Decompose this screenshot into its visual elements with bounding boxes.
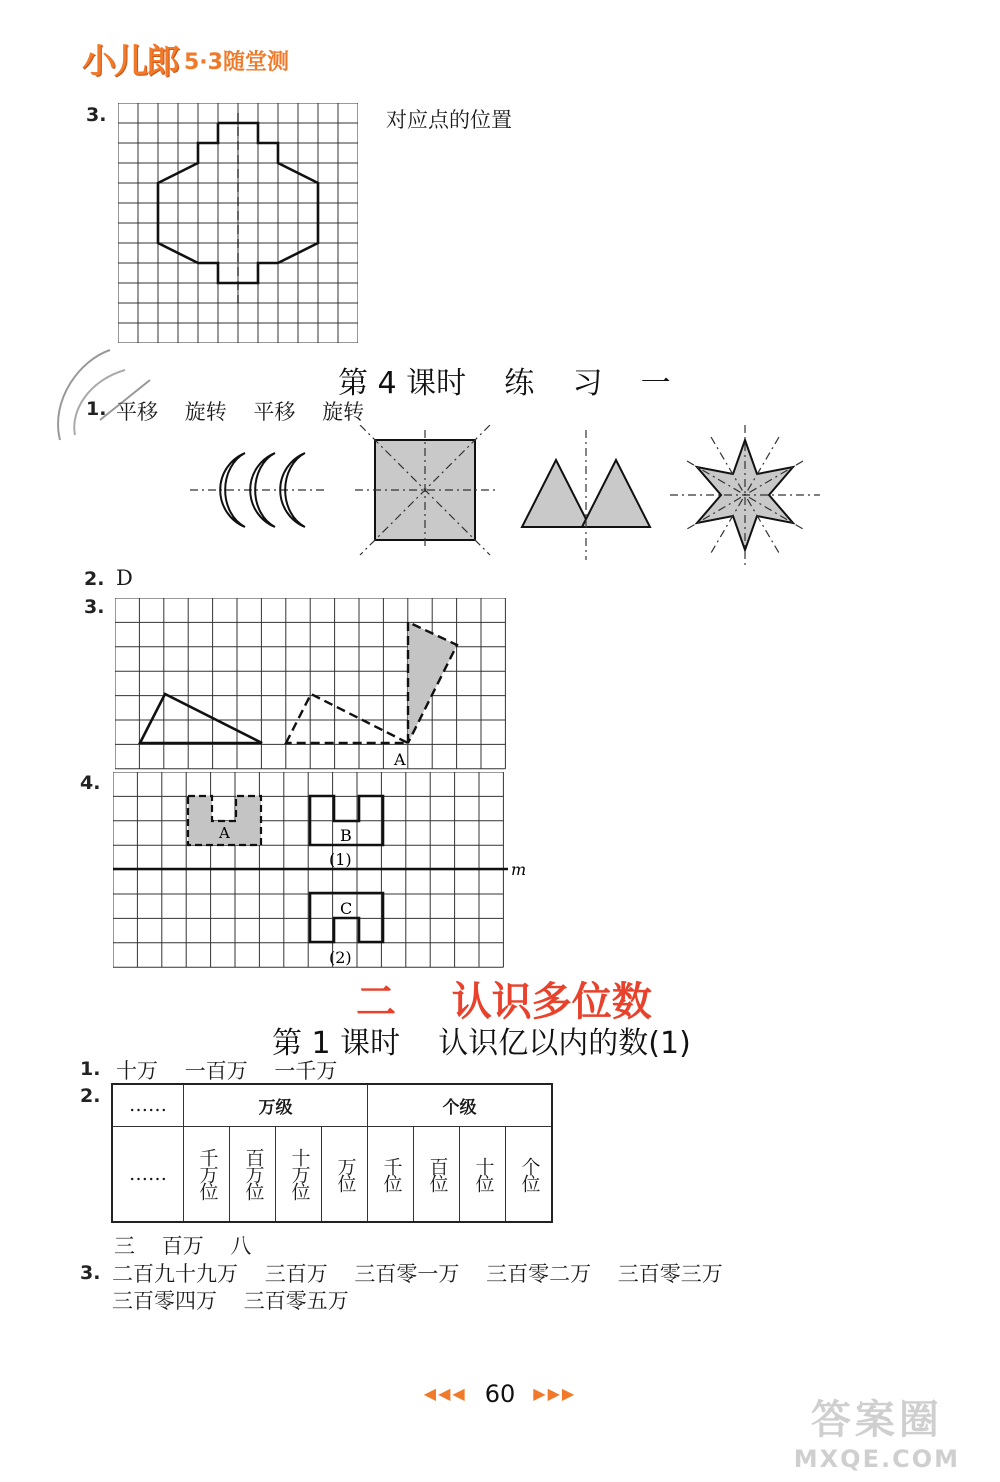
axis-m-label: m <box>511 860 527 879</box>
u2-q3-number: 3. <box>80 1262 101 1284</box>
col-shi: 十位 <box>472 1156 495 1191</box>
l4-q2-number: 2. <box>84 568 105 590</box>
two-triangles-figure <box>522 430 650 560</box>
mark-1: (1) <box>329 850 352 869</box>
place-value-table <box>111 1083 553 1223</box>
col-qian: 千位 <box>380 1156 403 1191</box>
figure-c-label: C <box>340 899 353 918</box>
point-a-label: A <box>394 750 406 769</box>
q-top-number: 3. <box>86 104 107 126</box>
watermark <box>794 1388 960 1473</box>
dots-cell: …… <box>112 1084 184 1126</box>
watermark-text: 答案圈 <box>810 1397 943 1443</box>
mark-2: (2) <box>329 948 352 967</box>
l4-q4-number: 4. <box>80 772 101 794</box>
u2-q1-number: 1. <box>80 1058 101 1080</box>
brand-logo: 小儿郎 <box>82 42 178 82</box>
symmetry-figures <box>180 425 840 575</box>
figure-b-label: B <box>340 826 352 845</box>
rotation-grid-figure <box>115 598 515 773</box>
arrows-right-icon: ▶▶▶ <box>533 1384 577 1403</box>
crescent-figure <box>190 453 325 527</box>
u2-q3-line2: 三百零四万 三百零五万 <box>112 1289 349 1313</box>
page-number: 60 <box>484 1380 516 1408</box>
brand-header <box>82 34 289 83</box>
col-shiwan: 十万位 <box>288 1148 311 1200</box>
watermark-url: MXQE.COM <box>793 1445 960 1473</box>
u2-q1-answer: 十万 一百万 一千万 <box>116 1059 338 1083</box>
top-grid-figure <box>118 103 358 343</box>
col-baiwan: 百万位 <box>242 1148 265 1200</box>
lesson4-title: 第 4 课时 练 习 一 <box>338 366 671 401</box>
group-wan: 万级 <box>184 1084 368 1126</box>
col-bai: 百位 <box>426 1156 449 1191</box>
col-qianwan: 千万位 <box>196 1148 219 1200</box>
unit2-lesson1-title: 第 1 课时 认识亿以内的数(1) <box>272 1026 691 1061</box>
dots-cell-2: …… <box>112 1126 184 1222</box>
translated-triangle <box>286 694 408 743</box>
u2-q2-answer: 三 百万 八 <box>114 1234 252 1258</box>
col-wan: 万位 <box>334 1156 357 1191</box>
figure-a-label: A <box>219 824 230 842</box>
u2-q3-line1: 二百九十九万 三百万 三百零一万 三百零二万 三百零三万 <box>112 1262 723 1286</box>
l4-q1-answers: 平移 旋转 平移 旋转 <box>116 400 365 424</box>
original-triangle <box>140 694 262 743</box>
l4-q1-number: 1. <box>86 398 107 420</box>
l4-q3-number: 3. <box>84 596 105 618</box>
square-figure <box>355 425 495 555</box>
col-ge: 个位 <box>518 1156 541 1191</box>
unit2-title: 二 认识多位数 <box>356 979 652 1025</box>
l4-q2-answer: D <box>116 566 133 590</box>
arrows-left-icon: ◀◀◀ <box>423 1384 467 1403</box>
q-top-answer: 对应点的位置 <box>386 108 512 132</box>
star-figure <box>670 425 820 565</box>
u2-q2-number: 2. <box>80 1085 101 1107</box>
group-ge: 个级 <box>368 1084 553 1126</box>
brand-series: 5·3随堂测 <box>184 50 289 75</box>
reflection-grid-figure <box>113 772 543 972</box>
